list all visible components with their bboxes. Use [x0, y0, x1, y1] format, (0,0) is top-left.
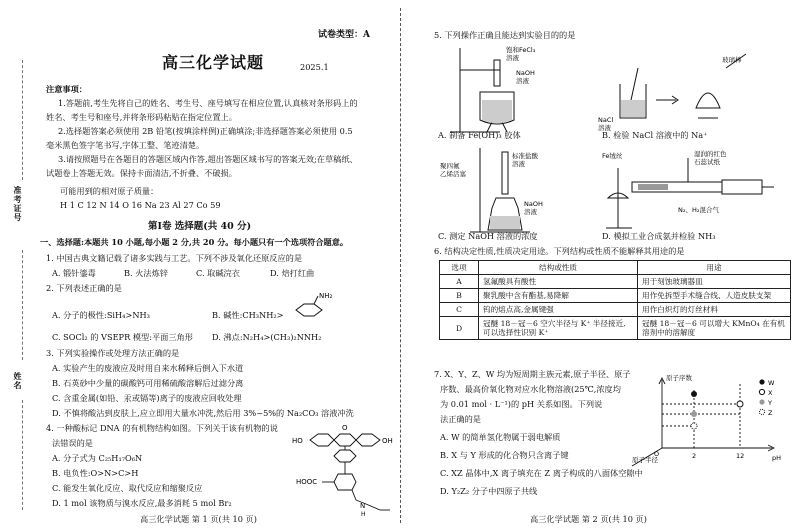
ph-tick-12: 12 [736, 452, 745, 460]
q7-option-c: C. XZ 晶体中,X 离子填充在 Z 离子构成的八面体空隙中 [440, 468, 643, 478]
notice-heading: 注意事项： [46, 84, 87, 94]
gas-mixture-label: N₂、H₂混合气 [678, 206, 719, 214]
table-row [440, 303, 791, 317]
q6-prop: 钨的熔点高,金属键强 [479, 303, 638, 317]
page-divider [400, 8, 402, 523]
o-label: O [342, 424, 348, 432]
q3-option-a: A. 实验产生的废液应及时用自来水稀释后倒入下水道 [52, 363, 244, 373]
dna-label-molecule-structure [290, 418, 400, 518]
q6-opt: B [440, 289, 479, 303]
q6-stem: 6. 结构决定性质,性质决定用途。下列结构或性质不能解释其用途的是 [434, 246, 685, 256]
q1-option-b: B. 火法炼锌 [124, 268, 168, 278]
q6-header-option: 选项 [440, 261, 479, 275]
notice-line: 2.选择题答案必须使用 2B 铅笔(按填涂样例)正确填涂;非选择题答案必须使用 0.5 [58, 126, 353, 136]
q2-option-b: B. 碱性:CH₃NH₂> [212, 310, 284, 320]
q3-option-d: D. 不慎将酸沾到皮肤上,应立即用大量水冲洗,然后用 3%~5%的 Na₂CO₃ 溶液冲洗 [52, 408, 354, 418]
q4-option-a: A. 分子式为 C₂₅H₁₇O₆N [52, 453, 143, 463]
hcl-label: 标准盐酸 [512, 152, 538, 160]
notice-line: 姓名、考生号和座号,并将条形码粘贴在指定位置上。 [46, 112, 237, 122]
exam-date: 2025.1 [300, 62, 329, 72]
footer-page-2: 高三化学试题 第 2 页(共 10 页) [530, 514, 647, 524]
notice-line: 3.请按照题号在各题目的答题区域内作答,超出答题区域书写的答案无效;在草稿纸、 [58, 154, 358, 164]
apparatus-a [440, 40, 590, 140]
q4-stem-2: 法错误的是 [52, 438, 93, 448]
q6-opt: D [440, 317, 479, 340]
litmus-label: 湿润的红色 [694, 150, 727, 158]
q4-option-b: B. 电负性:O>N>C>H [52, 468, 139, 478]
binding-line-top [22, 60, 24, 180]
nh2-label: NH₂ [319, 292, 333, 300]
paper-type: 试卷类型：A [318, 30, 370, 40]
legend-y: Y [768, 399, 772, 407]
q1-option-a: A. 锻针鎏毒 [52, 268, 96, 278]
nacl-label-2: 溶液 [598, 124, 611, 132]
graph-origin-label: O [654, 450, 660, 458]
n-label: N [360, 502, 366, 510]
q6-prop: 冠醚 18－冠－6 空穴半径与 K⁺ 半径接近,可以选择性识别 K⁺ [479, 317, 638, 340]
page-title: 高三化学试题 [162, 53, 265, 72]
q1-option-c: C. 取碱浣衣 [196, 268, 240, 278]
notice-line: 试题卷上答题无效。保持卡面清洁,不折叠、不破损。 [46, 168, 237, 178]
binding-line-bottom [22, 400, 24, 510]
h-label: H [361, 511, 366, 518]
q5-caption-b: B. 检验 NaCl 溶液中的 Na⁺ [602, 130, 708, 140]
naoh-c-label-2: 溶液 [524, 208, 537, 216]
glass-rod-label: 玻璃棒 [722, 56, 742, 64]
q7-option-a: A. W 的简单氢化物属于弱电解质 [440, 432, 561, 442]
q6-table [439, 260, 791, 340]
q7-stem-3: 为 0.01 mol · L⁻¹)的 pH 关系如图。下列说 [440, 399, 603, 409]
graph-y-axis-label: 原子序数 [666, 374, 692, 382]
q7-stem-2: 序数、最高价氧化物对应水化物溶液(25℃,浓度均 [440, 384, 621, 394]
atomic-mass-title: 可能用到的相对原子质量： [60, 186, 159, 196]
q3-option-c: C. 含重金属(如铅、汞或镉等)离子的废液应回收处理 [52, 393, 242, 403]
q6-header-property: 结构或性质 [479, 261, 638, 275]
oh-label: OH [382, 437, 393, 445]
q7-graph [622, 370, 792, 470]
q2-option-a: A. 分子的极性:SiH₄>NH₃ [52, 310, 150, 320]
hooc-label: HOOC [296, 478, 318, 486]
q6-use: 用作免拆型手术缝合线、人造皮肤支架 [638, 289, 791, 303]
legend-x: X [768, 389, 773, 397]
q6-use: 用作白炽灯的灯丝材料 [638, 303, 791, 317]
fecl3-label: 饱和FeCl₃ [506, 46, 536, 54]
q5-caption-c: C. 测定 NaOH 溶液的浓度 [438, 231, 538, 241]
table-row [440, 275, 791, 289]
aniline-structure [284, 290, 334, 330]
atomic-mass-values: H 1 C 12 N 14 O 16 Na 23 Al 27 Co 59 [60, 200, 221, 210]
ptfe-label-2: 乙烯活塞 [440, 170, 466, 178]
q2-option-d: D. 沸点:N₂H₄>(CH₃)₂NNH₂ [212, 332, 322, 342]
graph-legend [759, 379, 775, 417]
q6-use: 冠醚 18－冠－6 可以增大 KMnO₄ 在有机溶剂中的溶解度 [638, 317, 791, 340]
q7-option-b: B. X 与 Y 形成的化合物只含离子键 [440, 450, 569, 460]
ph-tick-2: 2 [692, 452, 697, 460]
table-row [440, 317, 791, 340]
q6-opt: C [440, 303, 479, 317]
footer-page-1: 高三化学试题 第 1 页(共 10 页) [140, 514, 257, 524]
q7-stem-4: 法正确的是 [440, 414, 481, 424]
q6-prop: 聚乳酸中含有酯基,易降解 [479, 289, 638, 303]
q5-caption-d: D. 模拟工业合成氨并检验 NH₃ [602, 231, 716, 241]
q1-option-d: D. 焙打红曲 [270, 268, 315, 278]
apparatus-c [440, 148, 590, 238]
q1-stem: 1. 中国古典文籍记载了诸多实践与工艺。下列不涉及氧化还原反应的是 [46, 253, 303, 263]
naoh-label-2: 溶液 [516, 77, 529, 85]
legend-z: Z [768, 409, 773, 417]
table-row [440, 289, 791, 303]
naoh-label: NaOH [516, 69, 535, 77]
q3-stem: 3. 下列实验操作或处理方法正确的是 [46, 348, 180, 358]
notice-line: 1.答题前,考生先将自己的姓名、考生号、座号填写在相应位置,认真核对条形码上的 [58, 98, 358, 108]
binding-line-mid [22, 250, 24, 360]
point-w [691, 391, 697, 397]
q5-stem: 5. 下列操作正确且能达到实验目的的是 [434, 30, 576, 40]
apparatus-b [598, 48, 768, 138]
q4-option-d: D. 1 mol 该物质与溴水反应,最多消耗 5 mol Br₂ [52, 498, 232, 508]
name-label: 姓名 [13, 372, 22, 390]
q4-option-c: C. 能发生氧化反应、取代反应和缩聚反应 [52, 483, 203, 493]
q6-header-row [440, 261, 791, 275]
q6-prop: 氢氟酸具有酸性 [479, 275, 638, 289]
q2-stem: 2. 下列表述正确的是 [46, 283, 122, 293]
legend-w: W [768, 379, 775, 387]
hcl-label-2: 溶液 [512, 160, 525, 168]
q3-option-b: B. 石英砂中少量的碳酸钙可用稀硫酸溶解后过滤分离 [52, 378, 244, 388]
q7-option-d: D. Y₂Z₂ 分子中四原子共线 [440, 486, 538, 496]
q6-use: 用于刻蚀玻璃器皿 [638, 275, 791, 289]
section-instruction: 一、选择题:本题共 10 小题,每小题 2 分,共 20 分。每小题只有一个选项符合题意。 [40, 237, 349, 247]
q6-opt: A [440, 275, 479, 289]
litmus-label-2: 石蕊试纸 [694, 158, 720, 166]
q6-header-use: 用途 [638, 261, 791, 275]
graph-radius-axis-label: 原子半径 [632, 456, 658, 464]
section-title: 第Ⅰ卷 选择题(共 40 分) [148, 221, 252, 232]
fecl3-label-2: 溶液 [506, 54, 519, 62]
q5-caption-a: A. 制备 Fe(OH)₃ 胶体 [438, 130, 521, 140]
q4-stem-1: 4. 一种酸标记 DNA 的有机物结构如图。下列关于该有机物的说 [46, 423, 278, 433]
q7-stem-1: 7. X、Y、Z、W 均为短周期主族元素,原子半径、原子 [434, 369, 631, 379]
ho-label: HO [292, 437, 303, 445]
nacl-label: NaCl [598, 116, 614, 124]
point-x [737, 401, 743, 407]
fe-wool-label: Fe绒丝 [602, 152, 623, 160]
ptfe-label: 聚四氟 [440, 162, 460, 170]
naoh-c-label: NaOH [524, 200, 543, 208]
apparatus-d [598, 148, 788, 233]
q2-option-c: C. SOCl₂ 的 VSEPR 模型:平面三角形 [52, 332, 193, 342]
graph-x-axis-label: pH [772, 454, 782, 462]
point-z [691, 423, 697, 429]
exam-number-label: 准考证号 [13, 186, 22, 222]
notice-line: 毫米黑色签字笔书写,字体工整、笔迹清楚。 [46, 140, 205, 150]
point-y [691, 411, 697, 417]
